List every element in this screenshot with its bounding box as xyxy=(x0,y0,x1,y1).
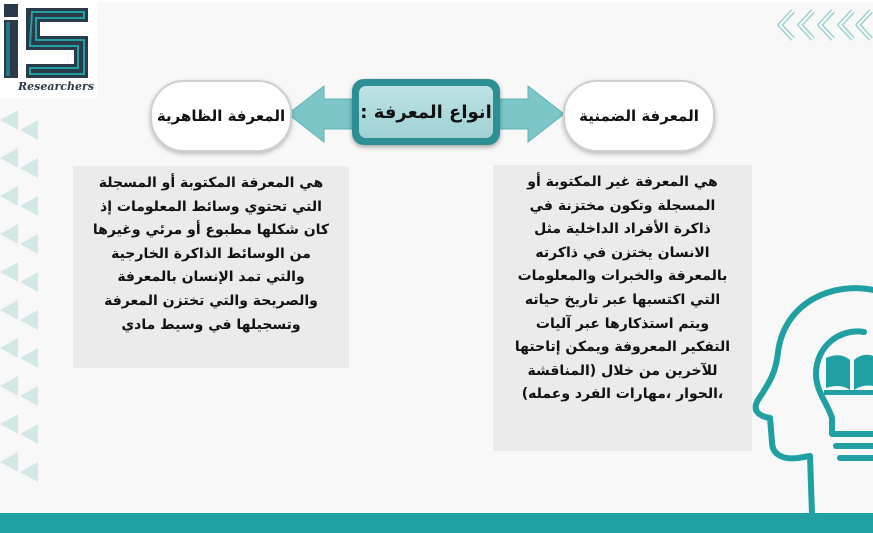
description-line: كان شكلها مطبوع أو مرئي وغيرها xyxy=(92,222,330,239)
title-box xyxy=(352,79,500,145)
tacit-knowledge-description xyxy=(493,165,752,451)
description-line: التفكير المعروفة ويمكن إتاحتها xyxy=(514,339,731,356)
description-line: من الوسائط الذاكرة الخارجية xyxy=(111,245,311,262)
description-line: بالمعرفة والخبرات والمعلومات xyxy=(517,268,728,285)
arrow-left-icon xyxy=(288,84,360,144)
arrow-right-icon xyxy=(494,84,564,144)
triangle-pattern-icon xyxy=(0,110,40,510)
top-border xyxy=(0,0,873,2)
page-title: انواع المعرفة : xyxy=(359,86,493,138)
description-line: هي المعرفة المكتوبة أو المسجلة xyxy=(98,175,324,191)
description-line: ذاكرة الأفراد الداخلية مثل xyxy=(534,221,711,238)
description-line: التي تحتوي وسائط المعلومات إذ xyxy=(100,198,322,215)
logo xyxy=(0,0,97,98)
description-line: المسجلة وتكون مختزنة في xyxy=(529,197,716,214)
book-icon xyxy=(824,355,873,395)
description-line: ويتم استذكارها عبر آليات xyxy=(535,315,710,332)
explicit-knowledge-description xyxy=(73,166,349,368)
description-line: هي المعرفة غير المكتوبة أو xyxy=(527,174,718,190)
lightbulb-head-icon xyxy=(740,282,873,522)
tacit-knowledge-label: المعرفة الضمنية xyxy=(563,80,715,152)
description-line: وتسجيلها في وسيط مادي xyxy=(121,316,301,333)
description-line: والصريحة والتي تختزن المعرفة xyxy=(104,292,318,309)
description-line: الانسان يختزن في ذاكرته xyxy=(535,244,710,261)
logo-text: Researchers xyxy=(18,80,94,93)
description-line: التي اكتسبها عبر تاريخ حياته xyxy=(524,291,721,308)
description-line: للآخرين من خلال (المناقشة xyxy=(527,362,718,379)
description-line: ،الحوار ،مهارات الفرد وعمله) xyxy=(521,386,724,403)
chevrons-left-icon xyxy=(777,8,873,42)
explicit-knowledge-label: المعرفة الظاهرية xyxy=(150,80,292,152)
bottom-bar xyxy=(0,513,873,533)
description-line: والتي تمد الإنسان بالمعرفة xyxy=(117,269,305,286)
